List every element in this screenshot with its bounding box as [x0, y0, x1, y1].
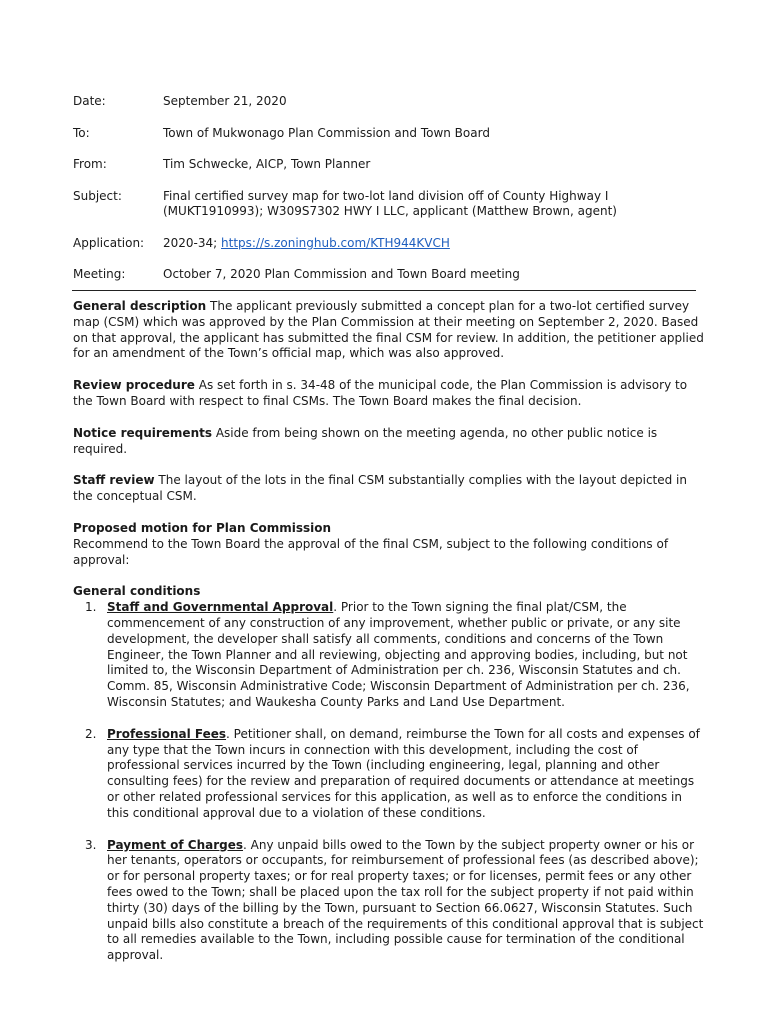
condition-body: . Prior to the Town signing the final plat/CSM, the commencement of any construction of any improvement, whether public or private, or any site development, the developer shall satisfy all comments, conditions and concerns of the Town Engineer, the Town Planner and all reviewing, objecting and approving bodies, including, but not limited to, the Wisconsin Department of Administration per ch. 236, Wisconsin Statutes and ch. Comm. 85, Wisconsin Administrative Code; Wisconsin Department of Administration per ch. 236, Wisconsin Statutes; and Waukesha County Parks and Land Use Department. — [107, 600, 690, 709]
header-divider — [72, 290, 696, 291]
condition-number: 3. — [85, 837, 97, 852]
list-item — [73, 727, 705, 822]
condition-title: Staff and Governmental Approval — [107, 600, 334, 615]
from-row — [73, 157, 703, 173]
subject-value: Final certified survey map for two-lot land division off of County Highway I (MUKT1910993); W309S7302 HWY I LLC, applicant (Matthew Brown, agent) — [163, 188, 617, 218]
meeting-label: Meeting: — [73, 267, 126, 281]
subject-label: Subject: — [73, 188, 122, 203]
meeting-value: October 7, 2020 Plan Commission and Town Board meeting — [163, 267, 520, 281]
to-label: To: — [73, 125, 90, 140]
general-description-title: General description — [73, 299, 207, 313]
review-procedure-title: Review procedure — [73, 378, 195, 393]
date-row — [73, 94, 703, 110]
from-label: From: — [73, 157, 107, 171]
condition-text — [107, 727, 705, 822]
application-label: Application: — [73, 235, 145, 250]
general-conditions-title: General conditions — [73, 584, 201, 599]
application-row — [73, 236, 703, 252]
proposed-motion-section — [73, 521, 705, 568]
list-item — [73, 600, 705, 711]
condition-body: . Petitioner shall, on demand, reimburse the Town for all costs and expenses of any type that the Town incurs in connection with this development, including the cost of professional services incurred by the Town (including engineering, legal, planning and other consulting fees) for the review and preparation of required documents or attendance at meetings or other related professional services for this application, as well as to enforce the conditions in this conditional approval due to a violation of these conditions. — [107, 726, 700, 820]
proposed-motion-title: Proposed motion for Plan Commission — [73, 520, 332, 535]
review-procedure-text: As set forth in s. 34-48 of the municipal code, the Plan Commission is advisory to the Town Board with respect to final CSMs. The Town Board makes the final decision. — [73, 378, 688, 408]
review-procedure-section — [73, 378, 705, 410]
condition-text — [107, 600, 705, 711]
to-value: Town of Mukwonago Plan Commission and Town Board — [163, 125, 490, 140]
notice-requirements-title: Notice requirements — [73, 425, 212, 440]
condition-body: . Any unpaid bills owed to the Town by the subject property owner or his or her tenants, operators or occupants, for reimbursement of professional fees (as described above); or for personal property taxes; or for real property taxes; or for licenses, permit fees or any other fees owed to the Town; shall be placed upon the tax roll for the subject property if not paid within thirty (30) days of the billing by the Town, pursuant to Section 66.0627, Wisconsin Statutes. Such unpaid bills also constitute a breach of the requirements of this conditional approval that is subject to all remedies available to the Town, including possible cause for termination of the conditional approval. — [107, 837, 704, 963]
date-value: September 21, 2020 — [163, 94, 287, 108]
condition-number: 1. — [85, 600, 97, 615]
staff-review-text: The layout of the lots in the final CSM substantially complies with the layout depicted in the conceptual CSM. — [73, 473, 687, 504]
memo-header — [73, 94, 703, 299]
condition-number: 2. — [85, 726, 97, 741]
general-description-text: The applicant previously submitted a concept plan for a two-lot certified survey map (CSM) which was approved by the Plan Commission at their meeting on September 2, 2020. Based on that approval, the applicant has submitted the final CSM for review. In addition, the petitioner applied for an amendment of the Town’s official map, which was also approved. — [73, 299, 704, 361]
application-number: 2020-34; — [163, 235, 218, 250]
meeting-row — [73, 267, 703, 283]
to-row — [73, 126, 703, 142]
application-link[interactable]: https://s.zoninghub.com/KTH944KVCH — [221, 235, 450, 250]
date-label: Date: — [73, 94, 106, 108]
from-value: Tim Schwecke, AICP, Town Planner — [163, 157, 371, 171]
condition-title: Professional Fees — [107, 726, 227, 741]
subject-row — [73, 189, 703, 220]
list-item — [73, 838, 705, 964]
application-value — [163, 236, 703, 252]
condition-text — [107, 838, 705, 964]
proposed-motion-text: Recommend to the Town Board the approval of the final CSM, subject to the following conditions of approval: — [73, 536, 669, 567]
memo-body — [73, 299, 705, 980]
staff-review-section — [73, 473, 705, 505]
conditions-list — [73, 600, 705, 964]
condition-title: Payment of Charges — [107, 837, 244, 852]
notice-requirements-text: Aside from being shown on the meeting agenda, no other public notice is required. — [73, 425, 658, 456]
general-conditions-section — [73, 584, 705, 964]
notice-requirements-section — [73, 426, 705, 458]
general-description-section — [73, 299, 705, 362]
staff-review-title: Staff review — [73, 473, 155, 488]
